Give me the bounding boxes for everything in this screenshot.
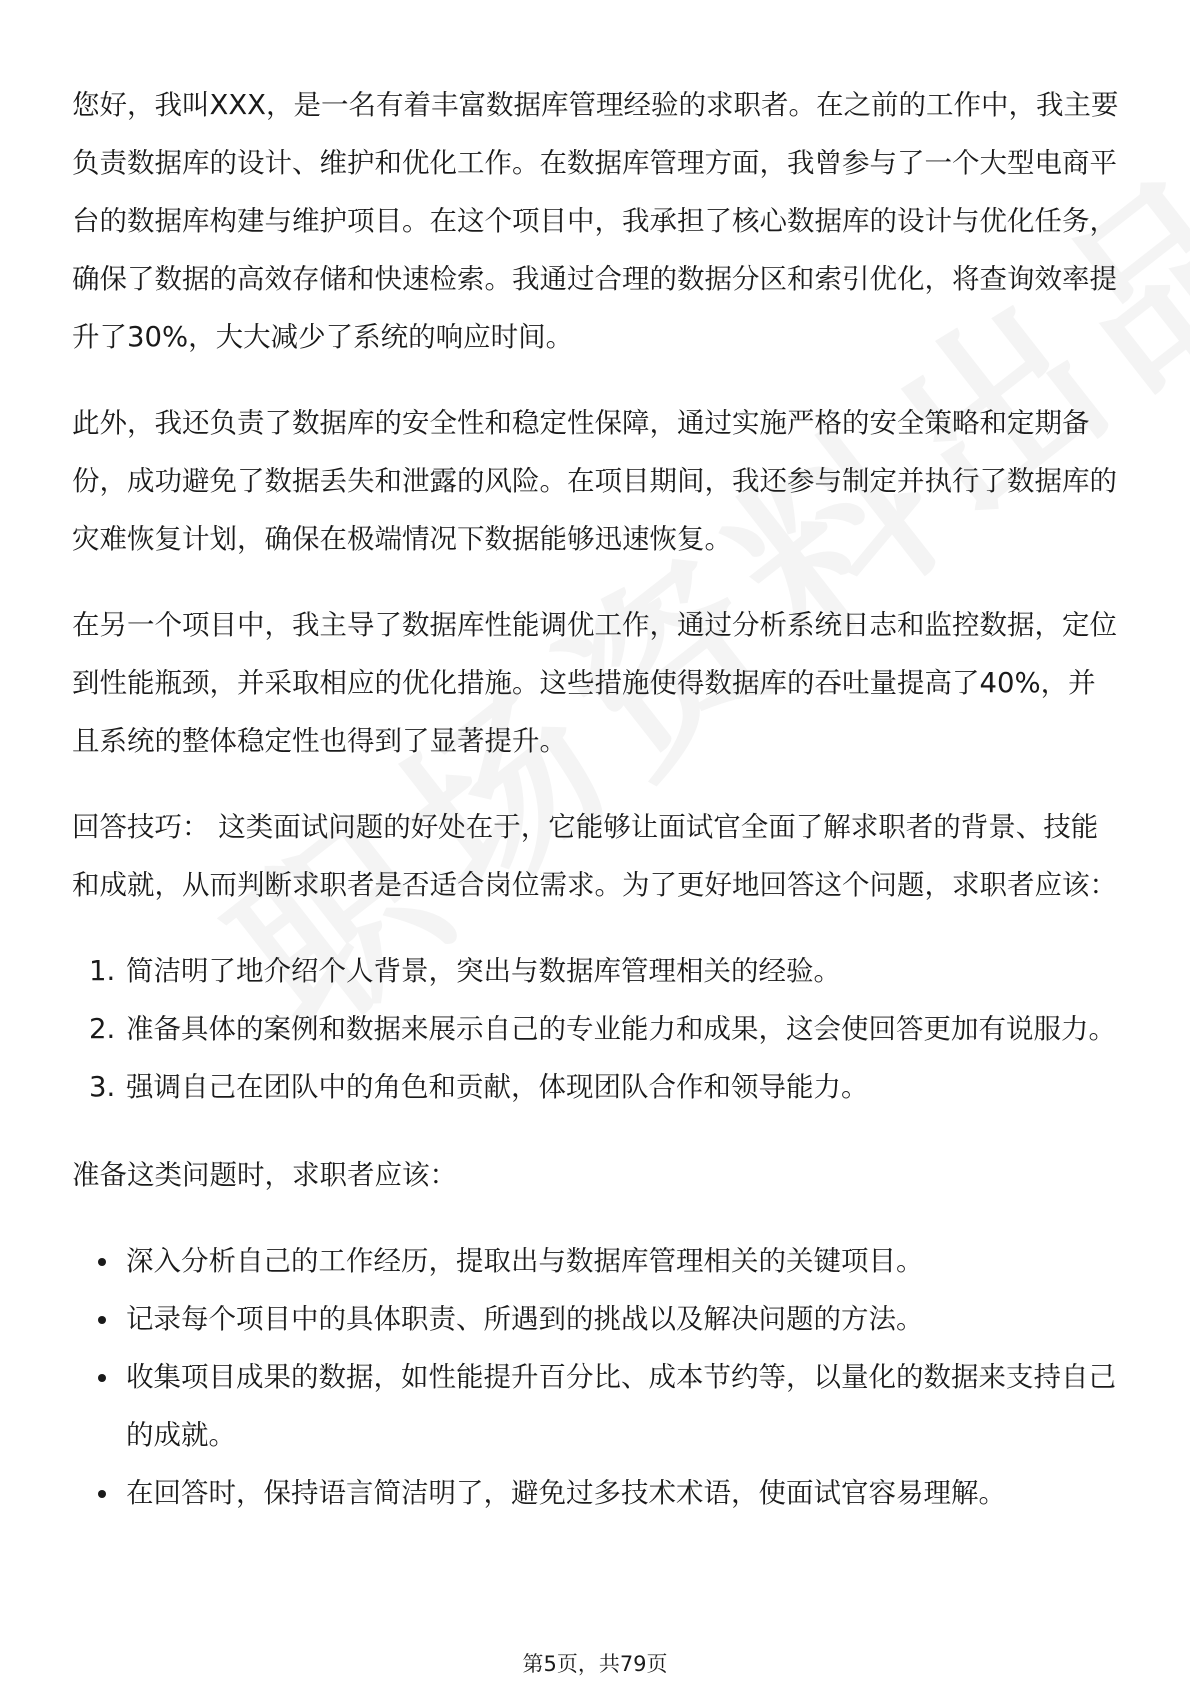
list-item: 3. 强调自己在团队中的角色和贡献，体现团队合作和领导能力。 <box>124 1058 1122 1116</box>
bullet-list <box>72 1232 1122 1522</box>
list-item <box>124 1464 1122 1522</box>
list-item-text: 记录每个项目中的具体职责、所遇到的挑战以及解决问题的方法。 <box>126 1303 924 1335</box>
paragraph-answer-tips: 回答技巧： 这类面试问题的好处在于，它能够让面试官全面了解求职者的背景、技能和成就，从而判断求职者是否适合岗位需求。为了更好地回答这个问题，求职者应该： <box>72 811 1117 901</box>
bullet-icon <box>98 1374 106 1382</box>
paragraph-security: 此外，我还负责了数据库的安全性和稳定性保障，通过实施严格的安全策略和定期备份，成功避免了数据丢失和泄露的风险。在项目期间，我还参与制定并执行了数据库的灾难恢复计划，确保在极端情况下数据能够迅速恢复。 <box>72 407 1117 555</box>
paragraph-intro: 您好，我叫XXX，是一名有着丰富数据库管理经验的求职者。在之前的工作中，我主要负责数据库的设计、维护和优化工作。在数据库管理方面，我曾参与了一个大型电商平台的数据库构建与维护项目。在这个项目中，我承担了核心数据库的设计与优化任务，确保了数据的高效存储和快速检索。我通过合理的数据分区和索引优化，将查询效率提升了30%，大大减少了系统的响应时间。 <box>72 89 1119 353</box>
page-number-footer: 第5页，共79页 <box>522 1652 668 1676</box>
list-item: 1. 简洁明了地介绍个人背景，突出与数据库管理相关的经验。 <box>124 942 1122 1000</box>
list-item-text: 深入分析自己的工作经历，提取出与数据库管理相关的关键项目。 <box>126 1245 924 1277</box>
bullet-icon <box>98 1316 106 1324</box>
bullet-icon <box>98 1258 106 1266</box>
prep-heading: 准备这类问题时，求职者应该： <box>72 1159 457 1191</box>
list-item <box>124 1290 1122 1348</box>
numbered-list <box>72 942 1122 1116</box>
paragraph-performance: 在另一个项目中，我主导了数据库性能调优工作，通过分析系统日志和监控数据，定位到性能瓶颈，并采取相应的优化措施。这些措施使得数据库的吞吐量提高了40%，并且系统的整体稳定性也得到了显著提升。 <box>72 609 1117 757</box>
list-item-text: 在回答时，保持语言简洁明了，避免过多技术术语，使面试官容易理解。 <box>126 1477 1006 1509</box>
bullet-icon <box>98 1490 106 1498</box>
list-item-text: 收集项目成果的数据，如性能提升百分比、成本节约等，以量化的数据来支持自己的成就。 <box>126 1361 1116 1451</box>
list-item: 2. 准备具体的案例和数据来展示自己的专业能力和成果，这会使回答更加有说服力。 <box>124 1000 1122 1058</box>
list-item <box>124 1232 1122 1290</box>
document-body <box>72 76 1122 1552</box>
list-item <box>124 1348 1122 1464</box>
